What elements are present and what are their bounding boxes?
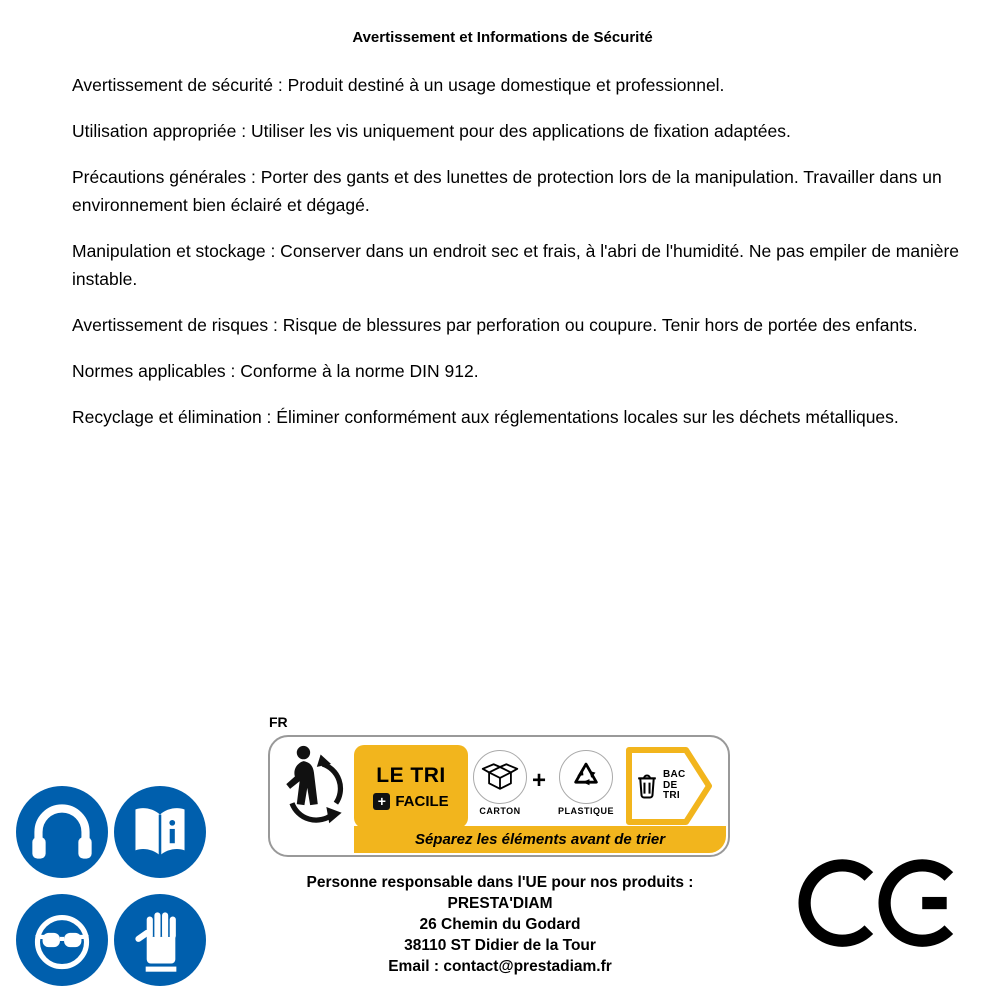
tri-facile-badge [354,745,468,828]
tri-facile-line2 [373,793,448,810]
responsible-intro: Personne responsable dans l'UE pour nos produits : [306,874,694,891]
safety-paragraph: Avertissement de risques : Risque de blessures par perforation ou coupure. Tenir hors de portée des enfants. [72,315,918,335]
page-title: Avertissement et Informations de Sécurité [352,29,653,46]
safety-goggles-icon [16,894,108,986]
safety-paragraph: Avertissement de sécurité : Produit destiné à un usage domestique et professionnel. [72,75,725,95]
sorting-info-label [268,735,730,857]
bin-label: BAC DE TRI [663,769,686,802]
protective-gloves-icon [114,894,206,986]
safety-paragraph: Utilisation appropriée : Utiliser les vis uniquement pour des applications de fixation adaptées. [72,121,791,141]
ce-mark-icon [798,856,958,950]
tri-facile-word: FACILE [395,792,449,810]
safety-paragraphs [72,71,969,449]
email-line: Email : contact@prestadiam.fr [388,958,612,975]
wear-ear-protection-sign [16,786,108,878]
plastique-material [554,750,618,816]
carton-box-icon [480,757,520,797]
read-manual-sign [114,786,206,878]
plastique-label: PLASTIQUE [557,806,614,816]
plastique-circle [559,750,613,804]
instruction-manual-icon [114,786,206,878]
recycle-triangle-icon [567,758,605,796]
sorting-instruction: Séparez les éléments avant de trier [354,826,726,853]
safety-paragraph: Précautions générales : Porter des gants et des lunettes de protection lors de la manipulation. Travailler dans un environnement bien éclairé et dégagé. [72,167,942,215]
plus-box: + [373,793,390,810]
responsible-block [250,872,750,977]
safety-paragraph: Manipulation et stockage : Conserver dans un endroit sec et frais, à l'abri de l'humidité. Ne pas empiler de manière instable. [72,241,960,289]
tri-facile-line1: LE TRI [376,763,446,787]
carton-material [468,750,532,816]
ear-protection-icon [16,786,108,878]
wear-gloves-sign [114,894,206,986]
safety-paragraph: Normes applicables : Conforme à la norme DIN 912. [72,361,479,381]
fr-country-label: FR [269,714,288,730]
address-line-1: 26 Chemin du Godard [419,916,581,933]
safety-paragraph: Recyclage et élimination : Éliminer conformément aux réglementations locales sur les déchets métalliques. [72,407,899,427]
carton-label: CARTON [479,806,521,816]
sorting-bin-chevron [626,747,714,825]
company-name: PRESTA'DIAM [447,895,553,912]
materials-plus-sign: + [532,767,547,794]
carton-circle [473,750,527,804]
wear-eye-protection-sign [16,894,108,986]
address-line-2: 38110 ST Didier de la Tour [404,937,596,954]
bin-icon [636,770,658,802]
triman-icon [282,744,344,828]
mandatory-signs-grid [16,786,206,986]
